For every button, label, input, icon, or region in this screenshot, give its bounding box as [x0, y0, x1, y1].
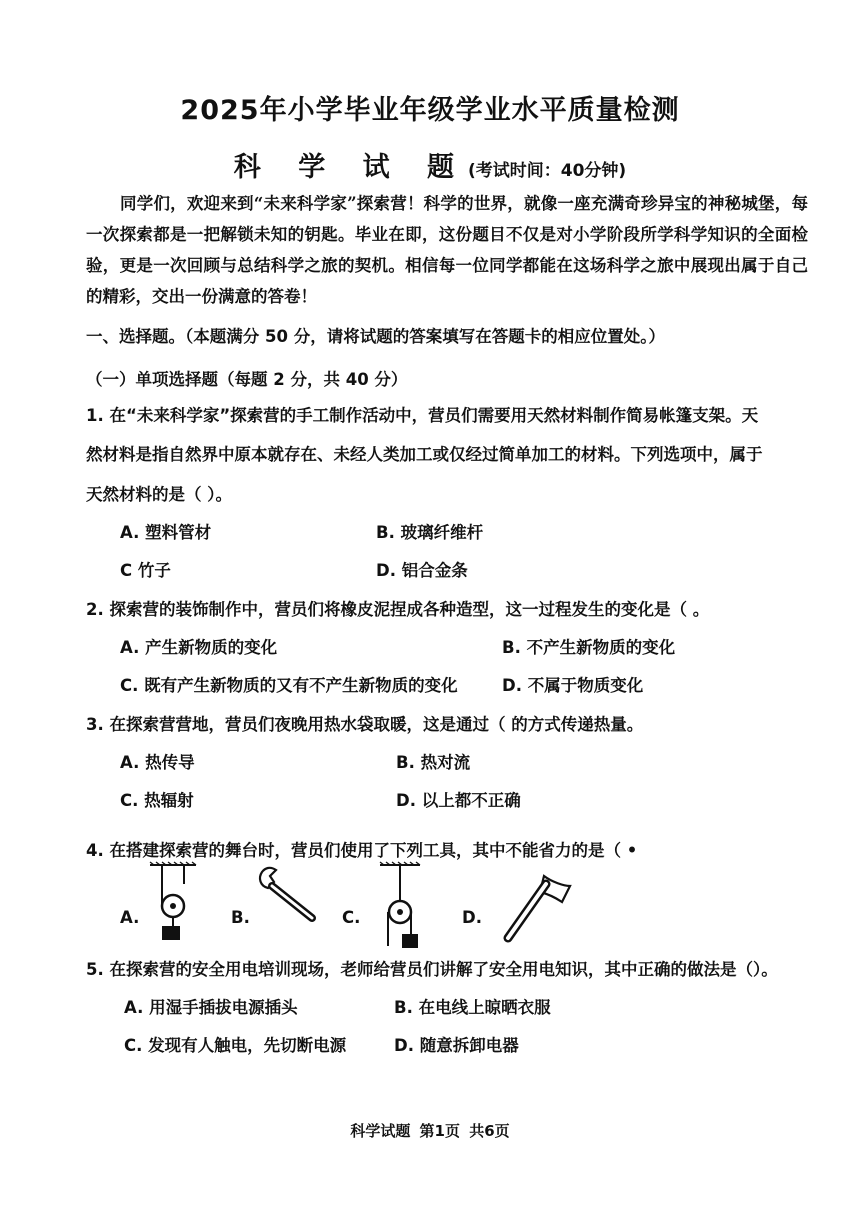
question-stem-line: 3. 在探索营营地，营员们夜晚用热水袋取暖，这是通过（ 的方式传递热量。 — [86, 715, 644, 734]
exam-subtitle — [0, 145, 860, 184]
option-a: A. 用湿手插拔电源插头 — [124, 998, 298, 1017]
option-a: A. 热传导 — [120, 753, 195, 772]
subject-title: 科 学 试 题 — [233, 152, 468, 183]
fixed-pulley-icon — [378, 862, 422, 952]
section-heading: 一、选择题。（本题满分 50 分，请将试题的答案填写在答题卡的相应位置处。） — [86, 327, 665, 346]
figure-option-a-label: A. — [120, 908, 140, 927]
wrench-icon — [256, 866, 322, 928]
question-stem-line: 4. 在搭建探索营的舞台时，营员们使用了下列工具，其中不能省力的是（ • — [86, 841, 638, 860]
exam-time: (考试时间：40分钟) — [468, 161, 627, 181]
question-stem-line: 然材料是指自然界中原本就存在、未经人类加工或仅经过简单加工的材料。下列选项中，属于 — [86, 445, 763, 464]
option-d: D. 以上都不正确 — [396, 791, 521, 810]
exam-title: 2025年小学毕业年级学业水平质量检测 — [180, 95, 680, 126]
option-d: D. 随意拆卸电器 — [394, 1036, 519, 1055]
option-b: B. 不产生新物质的变化 — [502, 638, 676, 657]
question-stem-line: 5. 在探索营的安全用电培训现场，老师给营员们讲解了安全用电知识，其中正确的做法是（）。 — [86, 960, 778, 979]
figure-option-c-label: C. — [342, 908, 361, 927]
figure-option-b-label: B. — [231, 908, 250, 927]
option-c: C. 热辐射 — [120, 791, 194, 810]
option-b: B. 玻璃纤维杆 — [376, 523, 484, 542]
option-b: B. 在电线上晾晒衣服 — [394, 998, 551, 1017]
axe-icon — [500, 872, 574, 944]
option-b: B. 热对流 — [396, 753, 471, 772]
question-stem-line: 天然材料的是（ ）。 — [86, 485, 232, 504]
option-d: D. 铝合金条 — [376, 561, 468, 580]
question-stem-line: 2. 探索营的装饰制作中，营员们将橡皮泥捏成各种造型，这一过程发生的变化是（ 。 — [86, 600, 710, 619]
option-a: A. 产生新物质的变化 — [120, 638, 278, 657]
option-c: C 竹子 — [120, 561, 171, 580]
figure-option-d-label: D. — [462, 908, 482, 927]
option-c: C. 既有产生新物质的又有不产生新物质的变化 — [120, 676, 458, 695]
sub-section-heading: （一）单项选择题（每题 2 分，共 40 分） — [86, 370, 408, 389]
option-a: A. 塑料管材 — [120, 523, 212, 542]
option-d: D. 不属于物质变化 — [502, 676, 644, 695]
question-stem-line: 1. 在“未来科学家”探索营的手工制作活动中，营员们需要用天然材料制作简易帐篷支架。天 — [86, 406, 759, 425]
movable-pulley-icon — [148, 862, 198, 944]
option-c: C. 发现有人触电，先切断电源 — [124, 1036, 347, 1055]
page-footer: 科学试题 第1页 共6页 — [350, 1122, 510, 1140]
intro-paragraph: 同学们，欢迎来到“未来科学家”探索营！科学的世界，就像一座充满奇珍异宝的神秘城堡，每一次探索都是一把解锁未知的钥匙。毕业在即，这份题目不仅是对小学阶段所学科学知识的全面检验，更是一次回顾与总结科学之旅的契机。相信每一位同学都能在这场科学之旅中展现出属于自己的精彩，交出一份满意的答卷！ — [86, 194, 808, 306]
